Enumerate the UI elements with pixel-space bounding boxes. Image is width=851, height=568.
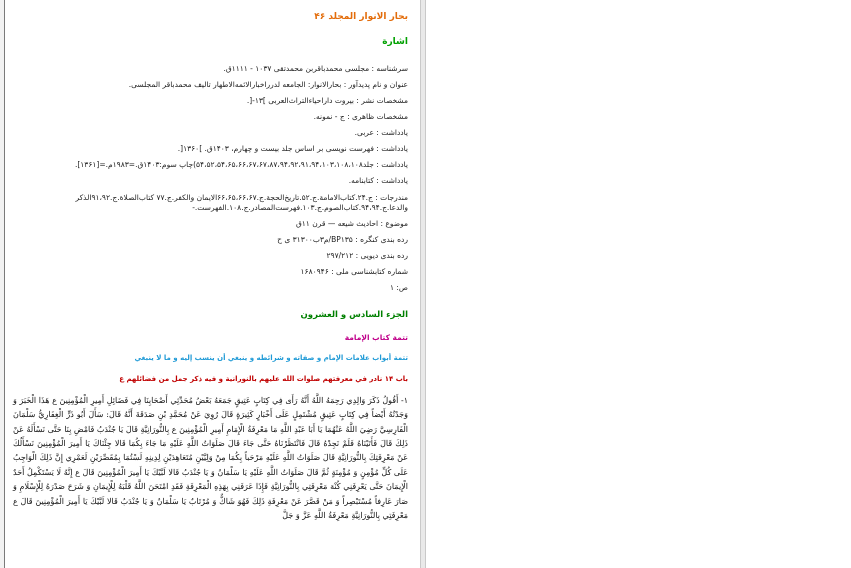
subheading: اشارة	[382, 37, 408, 48]
meta-row: شماره کتابشناسی ملی : ۱۶۸۰۹۴۶	[300, 267, 408, 277]
meta-row: رده بندی دیویی : ۲۹۷/۲۱۲	[326, 251, 408, 260]
meta-row: مشخصات ظاهری : ج - نمونه.	[313, 111, 408, 121]
document-page[interactable]	[5, 0, 420, 568]
viewer-left-gutter	[0, 0, 4, 568]
chapter-heading: باب ۱۴ نادر في معرفتهم صلوات الله عليهم بالنورانية و فيه ذكر جمل من فضائلهم ع	[119, 375, 408, 384]
catalog-metadata	[13, 61, 408, 297]
part-heading: الجزء السادس و العشرون	[300, 310, 408, 321]
book-heading: تتمة كتاب الإمامة	[344, 333, 408, 342]
meta-row: یادداشت : کتابنامه.	[348, 176, 408, 186]
meta-row: ص: ۱	[389, 283, 408, 293]
section-heading: تتمة أبواب علامات الإمام و صفاته و شرائطه و ينبغي أن ينسب إليه و ما لا ينبغي	[134, 354, 408, 363]
meta-row: یادداشت : عربی.	[354, 128, 408, 137]
meta-row: یادداشت : جلد۵۴،۵۲،۵۴،۶۵،۶۶،۶۷،۶۷،۸۷،۹۴،۹۲،۹۱،۹۴،۱۰۳،۱۰۸،۱۰۸)چاپ سوم:۱۴۰۳ق.=۱۹۸۳م.=[۱۳۶۱].	[74, 160, 408, 170]
meta-row: مندرجات : ج.۲۴.کتاب‌الامامة.ج.۵۲.تاریخ‌الحجة.ج.۶۶،۶۵،۶۶،۶۷الایمان والکفر.ج.۷۷ کتاب‌الصلاة.ج.۹۱،۹۲الذکر والدعا.ج.۹۴،۹۴.کتاب‌الصوم.ج.۱۰۳.فهرست‌المصادر.ج.۱۰۸.الفهرست.-	[75, 192, 408, 212]
page-content	[13, 6, 408, 523]
meta-row: موضوع : احادیث شیعه — قرن ۱۱ق	[295, 218, 408, 228]
meta-row: عنوان و نام پدیدآور : بحارالانوار: الجامعه لدرراخبارالائمه‌الاطهار تالیف محمدباقر المجلسی.	[128, 79, 408, 89]
meta-row: یادداشت : فهرست نویسی بر اساس جلد بیست و چهارم، ۱۴۰۳ق. ]۱۳۶۰[.	[177, 144, 408, 154]
meta-row: سرشناسه : مجلسی محمدباقربن محمدتقی ۱۰۳۷ - ۱۱۱۱ق.	[223, 63, 408, 73]
next-page-area	[426, 0, 851, 568]
meta-row: رده بندی کنگره : BP۱۳۵/م۳ب۳۱۳۰۰ ی ح	[277, 234, 408, 244]
hadith-body: ۱- أَقُولُ ذَكَرَ وَالِدِي رَحِمَهُ اللَّهُ أَنَّهُ رَأَى فِي كِتَابٍ عَتِيقٍ جَمَعَهُ بَعْضُ مُحَدِّثِي أَصْحَابِنَا فِي فَضَائِلِ أَمِيرِ الْمُؤْمِنِينَ ع هَذَا الْخَبَرَ وَ وَجَدْتُهُ أَيْضاً فِي كِتَابٍ عَتِيقٍ مُشْتَمِلٍ عَلَى أَخْبَارٍ كَثِيرَةٍ قَالَ رُوِيَ عَنْ مُحَمَّدِ بْنِ صَدَقَةَ أَنَّهُ قَالَ: سَأَلَ أَبُو ذَرٍّ الْغِفَارِيُّ سَلْمَانَ الْفَارِسِيَّ رَضِيَ اللَّهُ عَنْهُمَا يَا أَبَا عَبْدِ اللَّهِ مَا مَعْرِفَةُ الْإِمَامِ أَمِيرِ الْمُؤْمِنِينَ ع بِالنُّورَانِيَّةِ قَالَ يَا جُنْدَبُ فَامْضِ بِنَا حَتَّى نَسْأَلَهُ عَنْ ذَلِكَ قَالَ فَأَتَيْنَاهُ فَلَمْ نَجِدْهُ قَالَ فَانْتَظَرْنَاهُ حَتَّى جَاءَ قَالَ صَلَوَاتُ اللَّهِ عَلَيْهِ مَا جَاءَ بِكُمَا قَالا جِئْنَاكَ يَا أَمِيرَ الْمُؤْمِنِينَ نَسْأَلُكَ عَنْ مَعْرِفَتِكَ بِالنُّورَانِيَّةِ قَالَ صَلَوَاتُ اللَّهِ عَلَيْهِ مَرْحَباً بِكُمَا مِنْ وَلِيَّيْنِ مُتَعَاهِدَيْنِ لِدِينِهِ لَسْتُمَا بِمُقَصِّرَيْنِ لَعَمْرِي إِنَّ ذَلِكَ الْوَاجِبُ عَلَى كُلِّ مُؤْمِنٍ وَ مُؤْمِنَةٍ ثُمَّ قَالَ صَلَوَاتُ اللَّهِ عَلَيْهِ يَا سَلْمَانُ وَ يَا جُنْدَبُ قَالا لَبَّيْكَ يَا أَمِيرَ الْمُؤْمِنِينَ قَالَ ع إِنَّهُ لَا يَسْتَكْمِلُ أَحَدٌ الْإِيمَانَ حَتَّى يَعْرِفَنِي كُنْهَ مَعْرِفَتِي بِالنُّورَانِيَّةِ فَإِذَا عَرَفَنِي بِهَذِهِ الْمَعْرِفَةِ فَقَدِ امْتَحَنَ اللَّهُ قَلْبَهُ لِلْإِيمَانِ وَ شَرَحَ صَدْرَهُ لِلْإِسْلَامِ وَ صَارَ عَارِفاً مُسْتَبْصِراً وَ مَنْ قَصَّرَ عَنْ مَعْرِفَةِ ذَلِكَ فَهُوَ شَاكٌّ وَ مُرْتَابٌ يَا سَلْمَانُ وَ يَا جُنْدَبُ قَالا لَبَّيْكَ يَا أَمِيرَ الْمُؤْمِنِينَ قَالَ ع مَعْرِفَتِي بِالنُّورَانِيَّةِ مَعْرِفَةُ اللَّهِ عَزَّ وَ جَلَّ	[13, 395, 408, 520]
meta-row: مشخصات نشر : بیروت داراحیاءالتراث‌العربی ]۱۳-[.	[246, 95, 408, 105]
document-title: بحار الانوار المجلد ۴۶	[314, 12, 408, 22]
